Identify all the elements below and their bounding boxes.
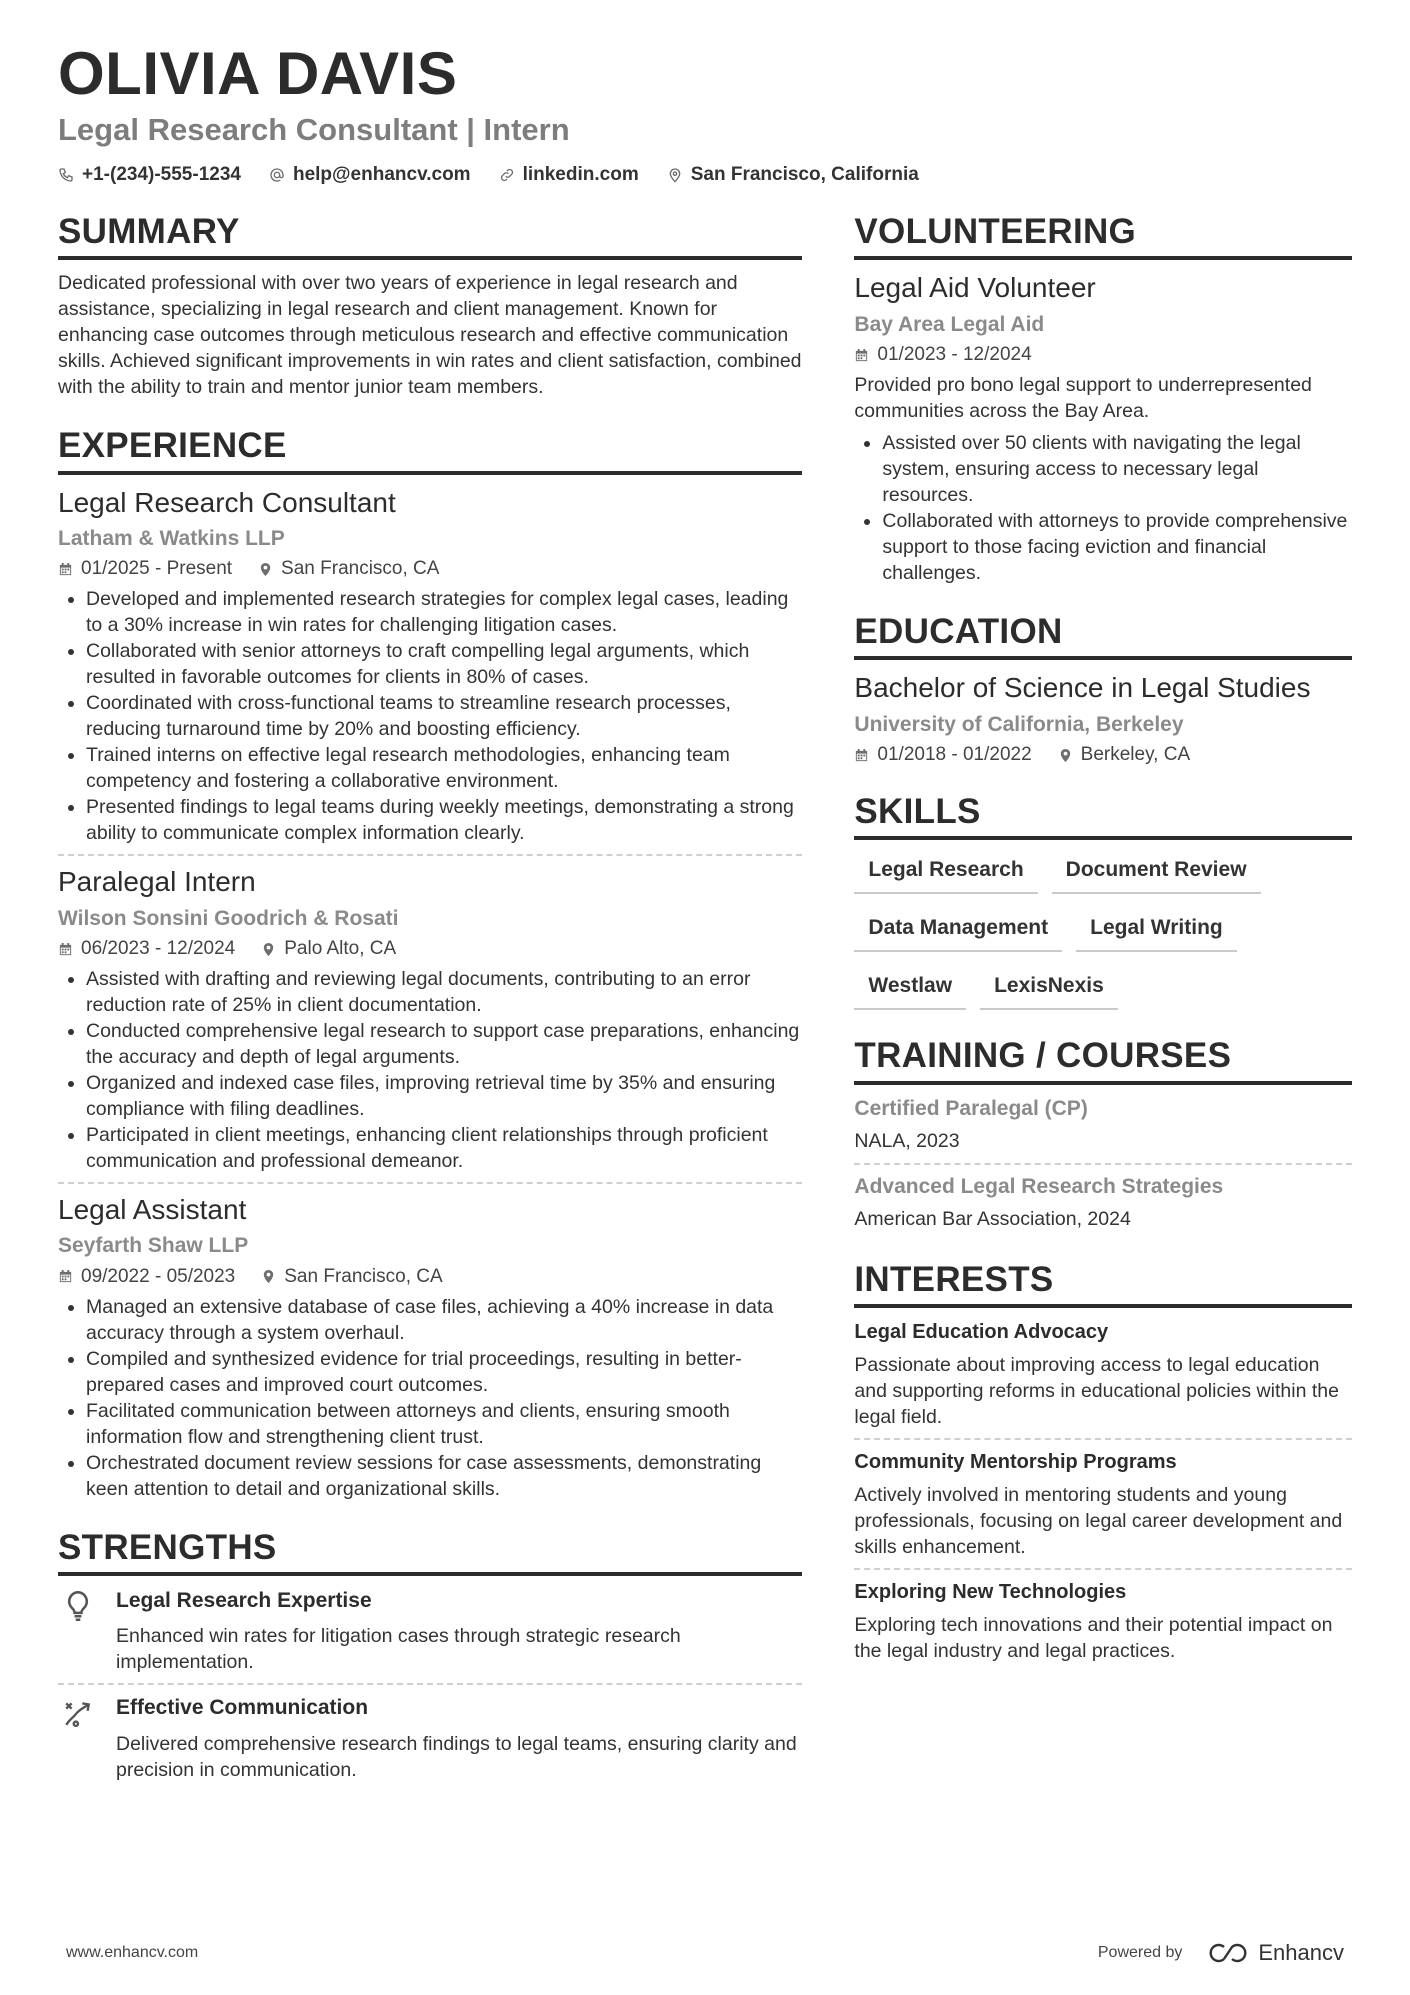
job-meta [58, 1266, 802, 1288]
skill-tag: Legal Writing [1076, 908, 1237, 952]
experience-entry [58, 485, 802, 847]
candidate-title: Legal Research Consultant | Intern [58, 112, 570, 147]
strength-name: Legal Research Expertise [116, 1589, 372, 1612]
divider [854, 1438, 1352, 1440]
experience-heading: EXPERIENCE [58, 426, 802, 474]
at-icon [269, 167, 285, 183]
volunteer-org: Bay Area Legal Aid [854, 312, 1045, 336]
location-pin-icon [667, 167, 683, 183]
job-dates: 09/2022 - 05/2023 [81, 1265, 236, 1287]
job-company: Latham & Watkins LLP [58, 527, 285, 551]
lightbulb-icon [63, 1590, 93, 1622]
powered-by-label: Powered by [1097, 1944, 1183, 1961]
skill-tag: LexisNexis [980, 966, 1118, 1010]
course-item [854, 1173, 1352, 1234]
experience-entry [58, 864, 802, 1174]
calendar-icon [58, 942, 73, 957]
list-item: • Collaborated with attorneys to provide comprehensive support to those facing eviction and financial challenges. [882, 508, 1352, 586]
location-pin-icon [261, 1269, 276, 1284]
school: University of California, Berkeley [854, 712, 1184, 736]
calendar-icon [854, 348, 869, 363]
email-text: help@enhancv.com [292, 164, 471, 186]
job-bullets [58, 966, 802, 1174]
right-column [854, 212, 1352, 1809]
skill-tag: Document Review [1052, 850, 1261, 894]
job-company: Seyfarth Shaw LLP [58, 1234, 249, 1258]
list-item: • Developed and implemented research strategies for complex legal cases, leading to a 30% increase in win rates for challenging litigation cases. [86, 586, 802, 638]
job-bullets [58, 586, 802, 846]
interest-name: Exploring New Technologies [854, 1581, 1127, 1603]
education-dates: 01/2018 - 01/2022 [877, 744, 1032, 766]
summary-section [58, 212, 802, 400]
education-location: Berkeley, CA [1080, 744, 1191, 766]
summary-heading: SUMMARY [58, 212, 802, 260]
contact-bar [58, 164, 1352, 186]
volunteer-desc: Provided pro bono legal support to underrepresented communities across the Bay Area. [854, 374, 1312, 423]
calendar-icon [58, 562, 73, 577]
contact-phone[interactable] [58, 164, 241, 186]
candidate-name: OLIVIA DAVIS [58, 40, 458, 107]
strength-desc: Delivered comprehensive research findings to legal teams, ensuring clarity and precision in communication. [116, 1732, 797, 1781]
strength-name: Effective Communication [116, 1696, 369, 1720]
skill-tag: Legal Research [854, 850, 1037, 894]
job-location: San Francisco, CA [284, 1265, 443, 1287]
strengths-section [58, 1528, 802, 1783]
course-org: NALA, 2023 [854, 1129, 960, 1152]
location-pin-icon [261, 942, 276, 957]
list-item: • Orchestrated document review sessions for case assessments, demonstrating keen attention to detail and organizational skills. [86, 1450, 802, 1502]
volunteer-meta [854, 344, 1352, 366]
skills-section [854, 792, 1352, 1010]
divider [58, 854, 802, 856]
calendar-icon [854, 748, 869, 763]
course-name: Advanced Legal Research Strategies [854, 1175, 1224, 1199]
job-bullets [58, 1294, 802, 1502]
training-heading: TRAINING / COURSES [854, 1036, 1352, 1084]
volunteering-section [854, 212, 1352, 586]
list-item: • Coordinated with cross-functional teams to streamline research processes, reducing turnaround time by 20% and boosting efficiency. [86, 690, 802, 742]
list-item: • Trained interns on effective legal research methodologies, enhancing team competency and fostering a collaborative environment. [86, 742, 802, 794]
enhancv-logo-icon [1206, 1942, 1250, 1964]
left-column [58, 212, 802, 1809]
list-item: • Collaborated with senior attorneys to craft compelling legal arguments, which resulted in favorable outcomes for clients in 80% of cases. [86, 638, 802, 690]
phone-icon [58, 167, 74, 183]
list-item: • Presented findings to legal teams during weekly meetings, demonstrating a strong ability to communicate complex information clearly. [86, 794, 802, 846]
education-meta [854, 744, 1352, 766]
list-item: • Conducted comprehensive legal research to support case preparations, enhancing the accuracy and depth of legal arguments. [86, 1018, 802, 1070]
education-section [854, 612, 1352, 766]
strength-item [58, 1586, 802, 1675]
list-item: • Facilitated communication between attorneys and clients, ensuring smooth information flow and strengthening client trust. [86, 1398, 802, 1450]
interest-item [854, 1578, 1352, 1664]
location-pin-icon [258, 562, 273, 577]
location-pin-icon [1058, 748, 1073, 763]
powered-by [1098, 1940, 1344, 1966]
experience-entry [58, 1192, 802, 1502]
interest-desc: Actively involved in mentoring students and young professionals, focusing on legal career development and skills enhancement. [854, 1484, 1343, 1558]
interest-item [854, 1318, 1352, 1430]
strengths-heading: STRENGTHS [58, 1528, 802, 1576]
strength-item [58, 1693, 802, 1782]
brand-logo[interactable] [1206, 1940, 1344, 1966]
degree: Bachelor of Science in Legal Studies [854, 672, 1311, 704]
skills-heading: SKILLS [854, 792, 1352, 840]
job-meta [58, 938, 802, 960]
interest-desc: Exploring tech innovations and their potential impact on the legal industry and legal practices. [854, 1614, 1333, 1662]
calendar-icon [58, 1269, 73, 1284]
link-icon [499, 167, 515, 183]
contact-linkedin[interactable] [499, 164, 639, 186]
list-item: • Participated in client meetings, enhancing client relationships through proficient communication and professional demeanor. [86, 1122, 802, 1174]
job-role: Legal Research Consultant [58, 486, 396, 518]
job-dates: 06/2023 - 12/2024 [81, 938, 236, 960]
job-dates: 01/2025 - Present [81, 558, 233, 580]
skills-list [854, 850, 1352, 1010]
header [58, 42, 1352, 186]
job-role: Legal Assistant [58, 1194, 247, 1226]
job-meta [58, 558, 802, 580]
interest-name: Community Mentorship Programs [854, 1451, 1177, 1473]
footer [66, 1940, 1344, 1966]
course-item [854, 1095, 1352, 1156]
job-company: Wilson Sonsini Goodrich & Rosati [58, 906, 399, 930]
divider [58, 1683, 802, 1685]
volunteer-bullets [854, 430, 1352, 586]
experience-section [58, 426, 802, 1501]
skill-tag: Data Management [854, 908, 1062, 952]
strength-desc: Enhanced win rates for litigation cases through strategic research implementation. [116, 1625, 681, 1674]
divider [854, 1163, 1352, 1165]
training-section [854, 1036, 1352, 1233]
interest-name: Legal Education Advocacy [854, 1321, 1109, 1343]
list-item: • Managed an extensive database of case files, achieving a 40% increase in data accuracy through a system overhaul. [86, 1294, 802, 1346]
phone-text: +1-(234)-555-1234 [82, 164, 241, 186]
volunteering-heading: VOLUNTEERING [854, 212, 1352, 260]
course-name: Certified Paralegal (CP) [854, 1096, 1088, 1120]
skill-tag: Westlaw [854, 966, 966, 1010]
course-org: American Bar Association, 2024 [854, 1208, 1131, 1231]
location-text: San Francisco, California [690, 164, 919, 186]
list-item: • Organized and indexed case files, improving retrieval time by 35% and ensuring compliance with filing deadlines. [86, 1070, 802, 1122]
job-location: Palo Alto, CA [284, 938, 397, 960]
brand-name: Enhancv [1258, 1940, 1344, 1965]
divider [58, 1182, 802, 1184]
interest-desc: Passionate about improving access to legal education and supporting reforms in educational policies within the legal field. [854, 1354, 1339, 1428]
volunteer-role: Legal Aid Volunteer [854, 272, 1096, 304]
list-item: • Assisted with drafting and reviewing legal documents, contributing to an error reduction rate of 25% in client documentation. [86, 966, 802, 1018]
education-heading: EDUCATION [854, 612, 1352, 660]
divider [854, 1568, 1352, 1570]
summary-text: Dedicated professional with over two years of experience in legal research and assistance, specializing in legal research and client management. Known for enhancing case outcomes through meticulous research and effective communication skills. Achieved significant improvements in win rates and client satisfaction, combined with the ability to train and mentor junior team members. [58, 272, 802, 399]
contact-location [667, 164, 919, 186]
linkedin-text: linkedin.com [522, 164, 639, 186]
list-item: • Assisted over 50 clients with navigating the legal system, ensuring access to necessary legal resources. [882, 430, 1352, 508]
interests-heading: INTERESTS [854, 1260, 1352, 1308]
footer-website[interactable]: www.enhancv.com [66, 1944, 199, 1961]
list-item: • Compiled and synthesized evidence for trial proceedings, resulting in better-prepared cases and improved court outcomes. [86, 1346, 802, 1398]
interests-section [854, 1260, 1352, 1664]
job-location: San Francisco, CA [281, 558, 440, 580]
route-icon [63, 1697, 93, 1729]
contact-email[interactable] [269, 164, 471, 186]
volunteer-dates: 01/2023 - 12/2024 [877, 344, 1032, 366]
job-role: Paralegal Intern [58, 866, 256, 898]
interest-item [854, 1448, 1352, 1560]
